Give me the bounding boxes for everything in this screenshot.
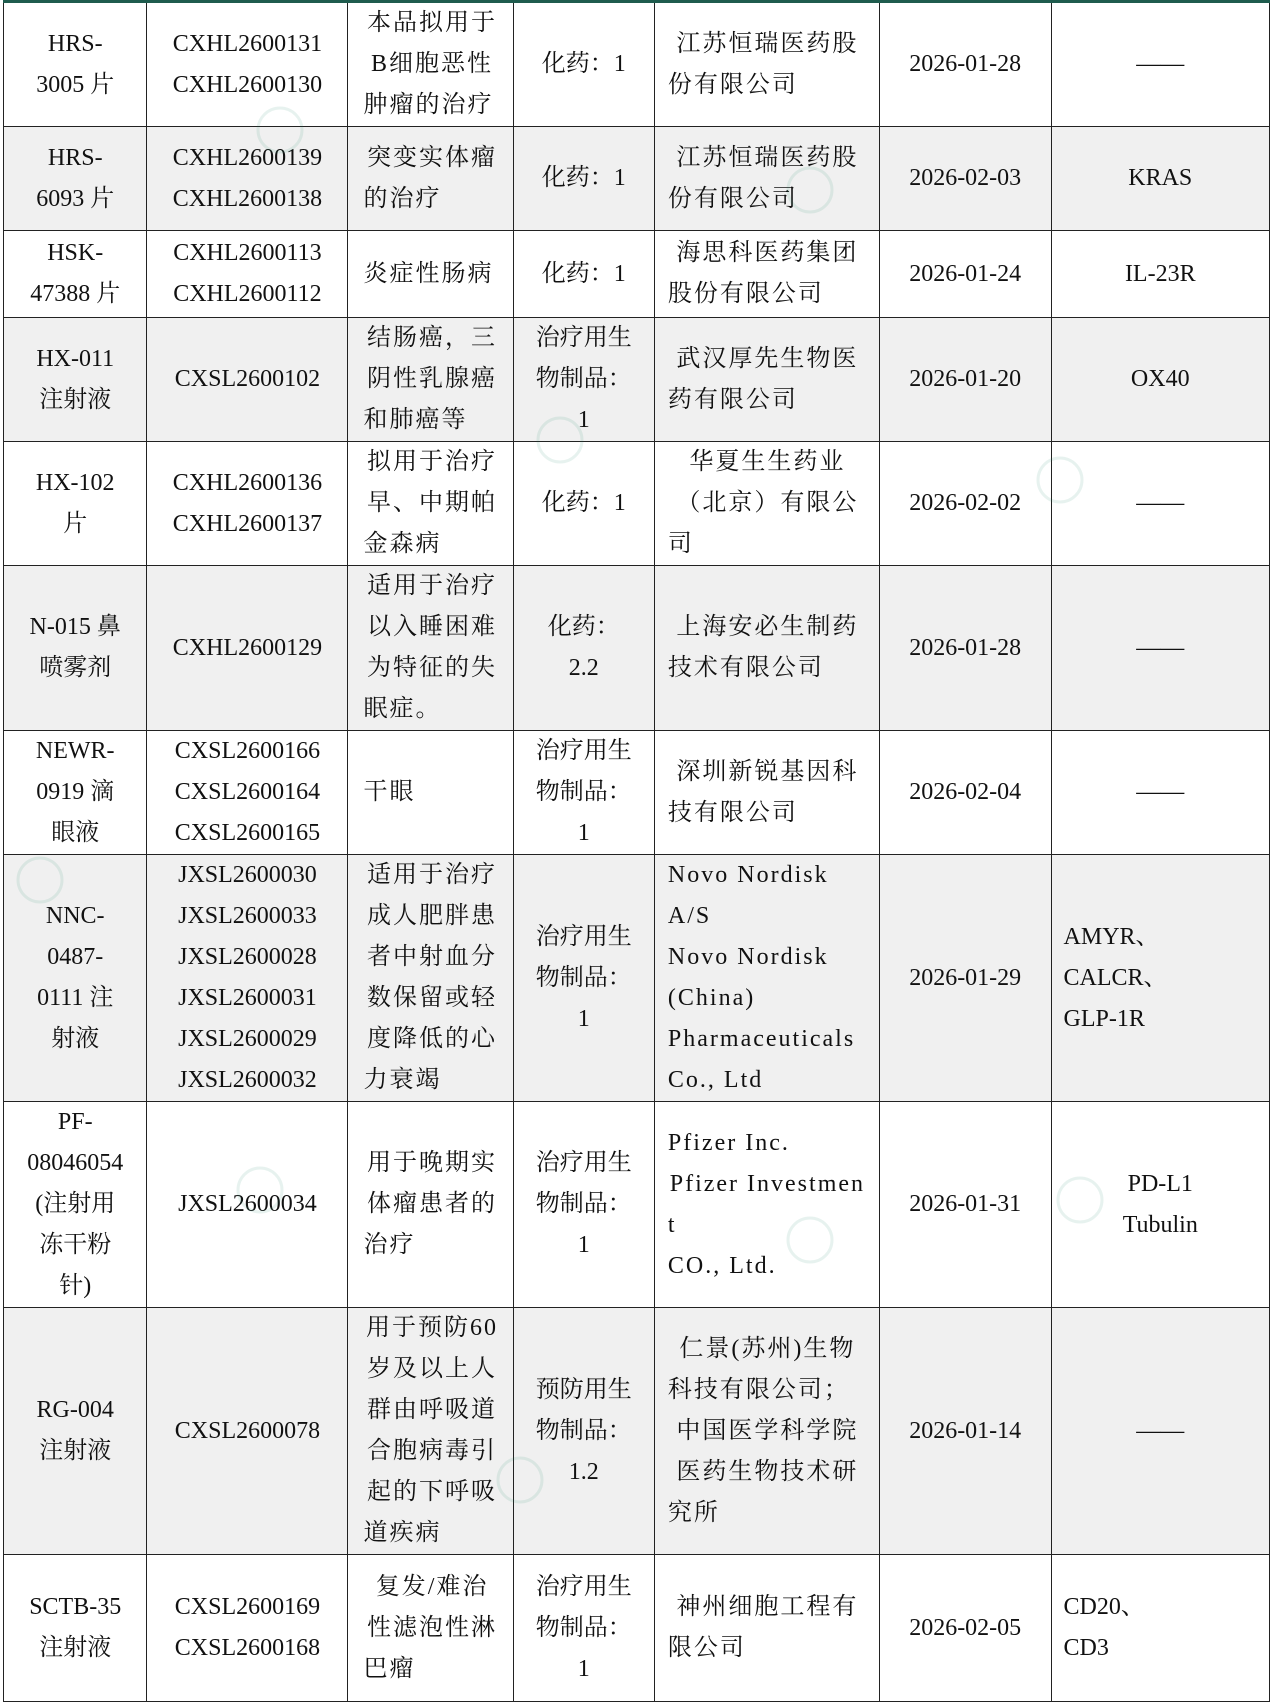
applicant-company-cell-line: 江苏恒瑞医药股份有限公司 — [667, 30, 859, 98]
drug-name-cell-line: 注射液 — [39, 1635, 112, 1661]
acceptance-number-cell — [147, 1555, 348, 1702]
drug-name-cell — [4, 566, 147, 731]
acceptance-number-cell-line: CXHL2600130 — [172, 71, 323, 98]
applicant-company-cell-line: 深圳新锐基因科技有限公司 — [667, 758, 859, 826]
indication-cell: 用于预防60岁及以上人群由呼吸道合胞病毒引起的下呼吸道疾病 — [348, 1308, 513, 1555]
drug-name-cell-line: HRS- — [47, 30, 103, 57]
drug-name-cell — [4, 1308, 147, 1555]
applicant-company-cell-line: Novo Nordisk — [667, 944, 829, 970]
acceptance-number-cell-line: CXHL2600113 — [173, 240, 322, 266]
table-row — [4, 566, 1270, 731]
date-cell: 2026-01-29 — [879, 855, 1051, 1102]
target-cell-line: IL-23R — [1124, 260, 1196, 287]
date-cell: 2026-01-20 — [879, 318, 1051, 442]
acceptance-number-cell-line: CXSL2600166 — [174, 738, 321, 764]
drug-name-cell-line: 08046054 — [27, 1150, 124, 1176]
target-cell-line: —— — [1136, 779, 1185, 805]
drug-name-cell — [4, 2, 147, 127]
acceptance-number-cell-line: CXHL2600137 — [172, 510, 323, 537]
table-row — [4, 1308, 1270, 1555]
date-cell: 2026-01-31 — [879, 1102, 1051, 1308]
registration-category-cell-line: 治疗用生 — [535, 1150, 632, 1176]
drug-name-cell-line: 射液 — [51, 1026, 100, 1052]
registration-category-cell-line: 物制品： — [535, 1191, 632, 1217]
acceptance-number-cell-line: CXSL2600165 — [174, 820, 321, 846]
drug-name-cell-line: 0487- — [47, 944, 104, 970]
acceptance-number-cell-line: CXHL2600136 — [172, 469, 323, 496]
applicant-company-cell-line: 神州细胞工程有限公司 — [667, 1594, 859, 1661]
table-row — [4, 855, 1270, 1102]
registration-category-cell — [513, 2, 654, 127]
acceptance-number-cell-line: CXSL2600164 — [174, 779, 321, 805]
acceptance-number-cell-line: CXHL2600112 — [173, 281, 322, 307]
target-cell — [1051, 442, 1269, 566]
target-cell — [1051, 318, 1269, 442]
registration-category-cell — [513, 855, 654, 1102]
target-cell-line: KRAS — [1128, 165, 1193, 191]
acceptance-number-cell-line: CXSL2600078 — [174, 1417, 321, 1444]
date-cell: 2026-02-02 — [879, 442, 1051, 566]
applicant-company-cell — [654, 1308, 879, 1555]
indication-cell: 适用于治疗成人肥胖患者中射血分数保留或轻度降低的心力衰竭 — [348, 855, 513, 1102]
applicant-company-cell — [654, 1555, 879, 1702]
drug-name-cell-line: SCTB-35 — [29, 1594, 122, 1620]
registration-category-cell-line: 物制品： — [535, 1417, 632, 1444]
drug-name-cell-line: PF- — [57, 1109, 93, 1135]
date-cell: 2026-01-14 — [879, 1308, 1051, 1555]
applicant-company-cell — [654, 127, 879, 231]
registration-category-cell — [513, 318, 654, 442]
target-cell-line: —— — [1136, 51, 1185, 77]
drug-name-cell-line: 片 — [63, 510, 88, 537]
drug-name-cell-line: 眼液 — [51, 820, 100, 846]
registration-category-cell-line: 化药：1 — [541, 51, 626, 77]
registration-category-cell-line: 治疗用生 — [535, 923, 632, 950]
target-cell — [1051, 1555, 1269, 1702]
applicant-company-cell — [654, 318, 879, 442]
applicant-company-cell-line: (China) — [667, 985, 756, 1011]
registration-category-cell-line: 化药： — [547, 614, 620, 640]
registration-category-cell-line: 物制品： — [535, 964, 632, 991]
target-cell — [1051, 127, 1269, 231]
registration-category-cell — [513, 566, 654, 731]
acceptance-number-cell — [147, 566, 348, 731]
drug-name-cell-line: 0111 注 — [37, 985, 114, 1011]
applicant-company-cell — [654, 566, 879, 731]
table-row — [4, 127, 1270, 231]
drug-name-cell-line: RG-004 — [36, 1397, 114, 1423]
target-cell — [1051, 855, 1269, 1102]
date-cell: 2026-01-28 — [879, 566, 1051, 731]
target-cell-line: PD-L1 — [1127, 1170, 1193, 1197]
applicant-company-cell-line: 仁景(苏州)生物科技有限公司； — [667, 1335, 856, 1403]
drug-name-cell — [4, 1555, 147, 1702]
registration-category-cell-line: 物制品： — [535, 366, 632, 392]
drug-name-cell-line: NNC- — [45, 903, 105, 929]
acceptance-number-cell-line: CXHL2600138 — [172, 185, 323, 212]
drug-name-cell-line: N-015 鼻 — [29, 614, 121, 640]
applicant-company-cell-line: 华夏生生药业（北京）有限公司 — [667, 449, 859, 557]
indication-cell: 炎症性肠病 — [348, 231, 513, 318]
target-cell — [1051, 231, 1269, 318]
registration-category-cell-line: 1 — [577, 407, 590, 433]
indication-cell: 本品拟用于B细胞恶性肿瘤的治疗 — [348, 2, 513, 127]
registration-category-cell-line: 预防用生 — [535, 1376, 632, 1403]
drug-name-cell — [4, 318, 147, 442]
acceptance-number-cell-line: CXHL2600131 — [172, 30, 323, 57]
target-cell-line: —— — [1136, 1417, 1185, 1444]
acceptance-number-cell-line: JXSL2600032 — [178, 1067, 317, 1093]
drug-name-cell — [4, 127, 147, 231]
table-row — [4, 231, 1270, 318]
registration-category-cell-line: 化药：1 — [541, 165, 626, 191]
drug-name-cell-line: 0919 滴 — [36, 779, 115, 805]
target-cell-line: —— — [1136, 490, 1185, 516]
drug-name-cell-line: 注射液 — [39, 1438, 112, 1464]
applicant-company-cell — [654, 1102, 879, 1308]
table-row — [4, 318, 1270, 442]
drug-name-cell-line: NEWR- — [35, 738, 115, 764]
target-cell-line: CD3 — [1063, 1635, 1109, 1661]
drug-name-cell — [4, 1102, 147, 1308]
indication-cell: 用于晚期实体瘤患者的治疗 — [348, 1102, 513, 1308]
applicant-company-cell-line: Pfizer Inc. — [667, 1129, 790, 1156]
drug-name-cell — [4, 442, 147, 566]
registration-category-cell-line: 化药：1 — [541, 490, 626, 516]
registration-category-cell-line: 物制品： — [535, 1614, 632, 1641]
target-cell — [1051, 731, 1269, 855]
target-cell-line: Tubulin — [1122, 1211, 1198, 1238]
target-cell — [1051, 566, 1269, 731]
applicant-company-cell-line: A/S — [667, 903, 712, 929]
table-row — [4, 1102, 1270, 1308]
registration-category-cell-line: 治疗用生 — [535, 1573, 632, 1600]
drug-name-cell-line: HX-011 — [36, 345, 115, 372]
acceptance-number-cell-line: CXHL2600139 — [172, 144, 323, 171]
acceptance-number-cell-line: CXSL2600102 — [174, 366, 321, 392]
registration-category-cell — [513, 731, 654, 855]
target-cell — [1051, 1102, 1269, 1308]
acceptance-number-cell — [147, 318, 348, 442]
indication-cell: 复发/难治性滤泡性淋巴瘤 — [348, 1555, 513, 1702]
drug-name-cell-line: 针) — [59, 1273, 92, 1299]
date-cell: 2026-01-28 — [879, 2, 1051, 127]
table-row — [4, 731, 1270, 855]
drug-name-cell — [4, 731, 147, 855]
registration-category-cell-line: 1.2 — [568, 1458, 599, 1485]
acceptance-number-cell — [147, 442, 348, 566]
drug-registration-table — [3, 0, 1270, 1702]
applicant-company-cell-line: 上海安必生制药技术有限公司 — [667, 614, 859, 681]
applicant-company-cell-line: 江苏恒瑞医药股份有限公司 — [667, 144, 859, 212]
registration-category-cell-line: 物制品： — [535, 779, 632, 805]
registration-category-cell-line: 治疗用生 — [535, 738, 632, 764]
acceptance-number-cell — [147, 127, 348, 231]
acceptance-number-cell-line: JXSL2600034 — [178, 1191, 317, 1217]
registration-category-cell — [513, 127, 654, 231]
registration-category-cell — [513, 1555, 654, 1702]
target-cell — [1051, 2, 1269, 127]
table-row — [4, 2, 1270, 127]
date-cell: 2026-01-24 — [879, 231, 1051, 318]
target-cell — [1051, 1308, 1269, 1555]
registration-category-cell-line: 1 — [577, 1232, 590, 1258]
target-cell-line: —— — [1136, 634, 1185, 661]
registration-category-cell — [513, 1102, 654, 1308]
acceptance-number-cell-line: JXSL2600030 — [178, 862, 317, 888]
indication-cell: 适用于治疗以入睡困难为特征的失眠症。 — [348, 566, 513, 731]
table-body — [4, 2, 1270, 1702]
drug-name-cell — [4, 855, 147, 1102]
indication-cell: 突变实体瘤的治疗 — [348, 127, 513, 231]
indication-cell: 干眼 — [348, 731, 513, 855]
target-cell-line: CD20、 — [1063, 1594, 1145, 1620]
table-row — [4, 442, 1270, 566]
applicant-company-cell — [654, 2, 879, 127]
applicant-company-cell-line: Co., Ltd — [667, 1067, 764, 1093]
drug-name-cell-line: 喷雾剂 — [39, 655, 112, 681]
applicant-company-cell — [654, 231, 879, 318]
acceptance-number-cell-line: CXHL2600129 — [172, 634, 323, 661]
drug-name-cell-line: HSK- — [47, 240, 104, 266]
drug-name-cell-line: 3005 片 — [36, 71, 115, 98]
applicant-company-cell-line: Pharmaceuticals — [667, 1026, 856, 1052]
acceptance-number-cell-line: CXSL2600168 — [174, 1635, 321, 1661]
registration-category-cell — [513, 442, 654, 566]
drug-name-cell-line: 冻干粉 — [39, 1232, 112, 1258]
applicant-company-cell-line: 中国医学科学院医药生物技术研究所 — [667, 1417, 859, 1526]
date-cell: 2026-02-04 — [879, 731, 1051, 855]
drug-name-cell-line: HX-102 — [35, 469, 115, 496]
indication-cell: 拟用于治疗早、中期帕金森病 — [348, 442, 513, 566]
applicant-company-cell-line: 武汉厚先生物医药有限公司 — [667, 345, 859, 413]
registration-category-cell-line: 化药：1 — [541, 260, 626, 287]
acceptance-number-cell-line: JXSL2600033 — [178, 903, 317, 929]
applicant-company-cell — [654, 731, 879, 855]
acceptance-number-cell — [147, 731, 348, 855]
applicant-company-cell-line: Novo Nordisk — [667, 862, 829, 888]
indication-cell: 结肠癌，三阴性乳腺癌和肺癌等 — [348, 318, 513, 442]
drug-name-cell-line: (注射用 — [35, 1191, 116, 1217]
target-cell-line: OX40 — [1130, 366, 1190, 392]
registration-category-cell-line: 1 — [577, 1655, 590, 1682]
applicant-company-cell-line: Pfizer Investment — [667, 1170, 866, 1238]
target-cell-line: GLP-1R — [1063, 1005, 1145, 1032]
date-cell: 2026-02-03 — [879, 127, 1051, 231]
acceptance-number-cell-line: JXSL2600031 — [178, 985, 317, 1011]
target-cell-line: AMYR、 — [1063, 923, 1160, 950]
registration-category-cell-line: 2.2 — [568, 655, 599, 681]
registration-category-cell-line: 治疗用生 — [535, 325, 632, 351]
acceptance-number-cell-line: JXSL2600028 — [178, 944, 317, 970]
acceptance-number-cell — [147, 855, 348, 1102]
drug-name-cell-line: 注射液 — [39, 386, 112, 413]
acceptance-number-cell — [147, 1308, 348, 1555]
drug-name-cell — [4, 231, 147, 318]
drug-name-cell-line: 6093 片 — [36, 185, 115, 212]
acceptance-number-cell — [147, 231, 348, 318]
date-cell: 2026-02-05 — [879, 1555, 1051, 1702]
acceptance-number-cell-line: JXSL2600029 — [178, 1026, 317, 1052]
registration-category-cell — [513, 231, 654, 318]
applicant-company-cell-line: 海思科医药集团股份有限公司 — [667, 240, 859, 307]
table-row — [4, 1555, 1270, 1702]
drug-name-cell-line: 47388 片 — [30, 281, 121, 307]
applicant-company-cell — [654, 855, 879, 1102]
drug-name-cell-line: HRS- — [47, 144, 103, 171]
target-cell-line: CALCR、 — [1063, 964, 1168, 991]
acceptance-number-cell — [147, 1102, 348, 1308]
registration-category-cell-line: 1 — [577, 820, 590, 846]
registration-category-cell-line: 1 — [577, 1005, 590, 1032]
registration-category-cell — [513, 1308, 654, 1555]
applicant-company-cell — [654, 442, 879, 566]
acceptance-number-cell — [147, 2, 348, 127]
applicant-company-cell-line: CO., Ltd. — [667, 1252, 777, 1279]
acceptance-number-cell-line: CXSL2600169 — [174, 1594, 321, 1620]
